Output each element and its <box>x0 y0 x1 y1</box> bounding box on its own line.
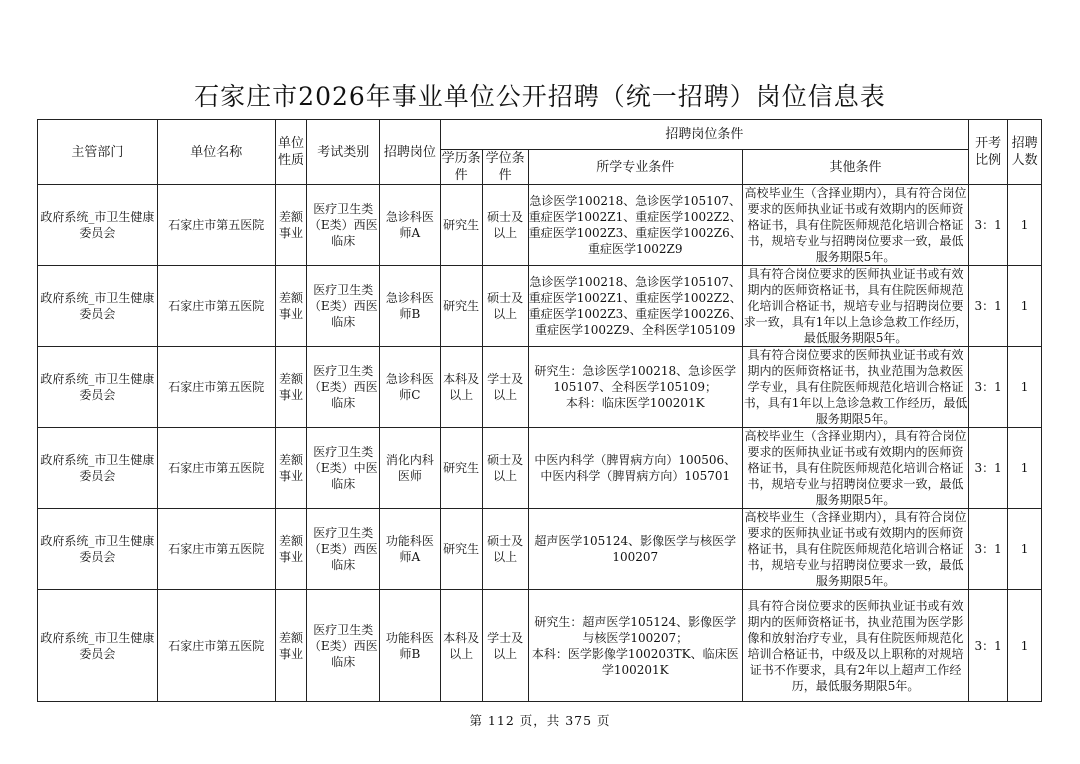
cell-count: 1 <box>1008 428 1042 509</box>
cell-dept: 政府系统_市卫生健康委员会 <box>38 428 158 509</box>
cell-unit: 石家庄市第五医院 <box>157 509 275 590</box>
cell-edu: 研究生 <box>440 428 482 509</box>
cell-other: 具有符合岗位要求的医师执业证书或有效期内的医师资格证书，具有住院医师规范化培训合格证书，规培专业与招聘岗位要求一致，具有1年以上急诊急救工作经历，最低服务期限5年。 <box>743 267 968 345</box>
cell-other: 高校毕业生（含择业期内），具有符合岗位要求的医师执业证书或有效期内的医师资格证书，具有住院医师规范化培训合格证书，规培专业与招聘岗位要求一致，最低服务期限5年。 <box>742 428 968 509</box>
header-conditions: 招聘岗位条件 <box>440 120 969 150</box>
cell-position: 急诊科医师B <box>380 266 440 347</box>
cell-nature: 差额事业 <box>275 590 307 702</box>
cell-dept: 政府系统_市卫生健康委员会 <box>38 590 158 702</box>
cell-nature: 差额事业 <box>275 185 307 266</box>
cell-major: 急诊医学100218、急诊医学105107、重症医学1002Z1、重症医学1002Z2、重症医学1002Z3、重症医学1002Z6、重症医学1002Z9、全科医学105109 <box>528 266 742 347</box>
header-unit: 单位名称 <box>157 120 275 185</box>
header-degree: 学位条件 <box>482 150 528 185</box>
page-number: 第 112 页，共 375 页 <box>469 713 611 728</box>
cell-edu: 研究生 <box>440 185 482 266</box>
page-title: 石家庄市2026年事业单位公开招聘（统一招聘）岗位信息表 <box>194 82 886 111</box>
cell-edu: 本科及以上 <box>440 347 482 428</box>
cell-major: 急诊医学100218、急诊医学105107、重症医学1002Z1、重症医学1002Z2、重症医学1002Z3、重症医学1002Z6、重症医学1002Z9 <box>528 185 742 266</box>
cell-ratio: 3：1 <box>969 509 1008 590</box>
cell-edu: 研究生 <box>440 266 482 347</box>
table-row <box>38 347 1042 428</box>
cell-other: 高校毕业生（含择业期内），具有符合岗位要求的医师执业证书或有效期内的医师资格证书，具有住院医师规范化培训合格证书，规培专业与招聘岗位要求一致，最低服务期限5年。 <box>742 185 968 266</box>
cell-major: 中医内科学（脾胃病方向）100506、中医内科学（脾胃病方向）105701 <box>528 428 742 509</box>
header-exam: 考试类别 <box>307 120 380 185</box>
job-table <box>37 119 1042 702</box>
cell-dept: 政府系统_市卫生健康委员会 <box>38 347 158 428</box>
cell-major: 研究生：超声医学105124、影像医学与核医学100207； 本科：医学影像学100203TK、临床医学100201K <box>528 590 742 702</box>
table-row <box>38 428 1042 509</box>
cell-position: 消化内科医师 <box>380 428 440 509</box>
cell-position: 急诊科医师A <box>380 185 440 266</box>
cell-unit: 石家庄市第五医院 <box>157 590 275 702</box>
header-dept: 主管部门 <box>38 120 158 185</box>
cell-position: 功能科医师A <box>380 509 440 590</box>
cell-exam: 医疗卫生类（E类）西医临床 <box>307 509 380 590</box>
cell-exam: 医疗卫生类（E类）西医临床 <box>307 266 380 347</box>
cell-ratio: 3：1 <box>969 428 1008 509</box>
cell-count: 1 <box>1008 266 1042 347</box>
cell-degree: 学士及以上 <box>482 590 528 702</box>
cell-ratio: 3：1 <box>969 185 1008 266</box>
cell-ratio: 3：1 <box>969 347 1008 428</box>
cell-dept: 政府系统_市卫生健康委员会 <box>38 185 158 266</box>
header-count: 招聘人数 <box>1008 120 1042 185</box>
cell-dept: 政府系统_市卫生健康委员会 <box>38 509 158 590</box>
cell-degree: 硕士及以上 <box>482 266 528 347</box>
cell-exam: 医疗卫生类（E类）西医临床 <box>307 185 380 266</box>
cell-position: 急诊科医师C <box>380 347 440 428</box>
cell-ratio: 3：1 <box>969 590 1008 702</box>
table-row <box>38 266 1042 347</box>
cell-degree: 硕士及以上 <box>482 185 528 266</box>
cell-major: 超声医学105124、影像医学与核医学100207 <box>528 509 742 590</box>
cell-degree: 硕士及以上 <box>482 509 528 590</box>
cell-exam: 医疗卫生类（E类）中医临床 <box>307 428 380 509</box>
cell-degree: 硕士及以上 <box>482 428 528 509</box>
header-other: 其他条件 <box>742 150 968 185</box>
cell-other: 具有符合岗位要求的医师执业证书或有效期内的医师资格证书，执业范围为急救医学专业，具有住院医师规范化培训合格证书，具有1年以上急诊急救工作经历，最低服务期限5年。 <box>743 348 968 426</box>
header-ratio: 开考比例 <box>969 120 1008 185</box>
cell-edu: 研究生 <box>440 509 482 590</box>
cell-count: 1 <box>1008 347 1042 428</box>
header-position: 招聘岗位 <box>380 120 440 185</box>
header-major: 所学专业条件 <box>528 150 742 185</box>
header-edu: 学历条件 <box>441 151 481 183</box>
table-row <box>38 509 1042 590</box>
cell-unit: 石家庄市第五医院 <box>157 347 275 428</box>
cell-other: 高校毕业生（含择业期内），具有符合岗位要求的医师执业证书或有效期内的医师资格证书，具有住院医师规范化培训合格证书，规培专业与招聘岗位要求一致，最低服务期限5年。 <box>742 509 968 590</box>
cell-exam: 医疗卫生类（E类）西医临床 <box>307 590 380 702</box>
cell-unit: 石家庄市第五医院 <box>157 185 275 266</box>
cell-nature: 差额事业 <box>275 428 307 509</box>
cell-edu: 本科及以上 <box>440 590 482 702</box>
cell-exam: 医疗卫生类（E类）西医临床 <box>307 347 380 428</box>
header-nature: 单位性质 <box>275 120 307 185</box>
cell-ratio: 3：1 <box>969 266 1008 347</box>
cell-nature: 差额事业 <box>275 509 307 590</box>
cell-count: 1 <box>1008 590 1042 702</box>
cell-degree: 学士及以上 <box>482 347 528 428</box>
cell-dept: 政府系统_市卫生健康委员会 <box>38 266 158 347</box>
table-row <box>38 185 1042 266</box>
cell-major: 研究生：急诊医学100218、急诊医学105107、全科医学105109； 本科：临床医学100201K <box>528 347 742 428</box>
table-row <box>38 590 1042 702</box>
cell-unit: 石家庄市第五医院 <box>157 428 275 509</box>
cell-count: 1 <box>1008 185 1042 266</box>
cell-other: 具有符合岗位要求的医师执业证书或有效期内的医师资格证书，执业范围为医学影像和放射治疗专业，具有住院医师规范化培训合格证书，中级及以上职称的对规培证书不作要求，具有2年以上超声工作经历，最低服务期限5年。 <box>742 590 968 702</box>
cell-position: 功能科医师B <box>380 590 440 702</box>
cell-unit: 石家庄市第五医院 <box>157 266 275 347</box>
cell-count: 1 <box>1008 509 1042 590</box>
cell-nature: 差额事业 <box>275 266 307 347</box>
cell-nature: 差额事业 <box>275 347 307 428</box>
